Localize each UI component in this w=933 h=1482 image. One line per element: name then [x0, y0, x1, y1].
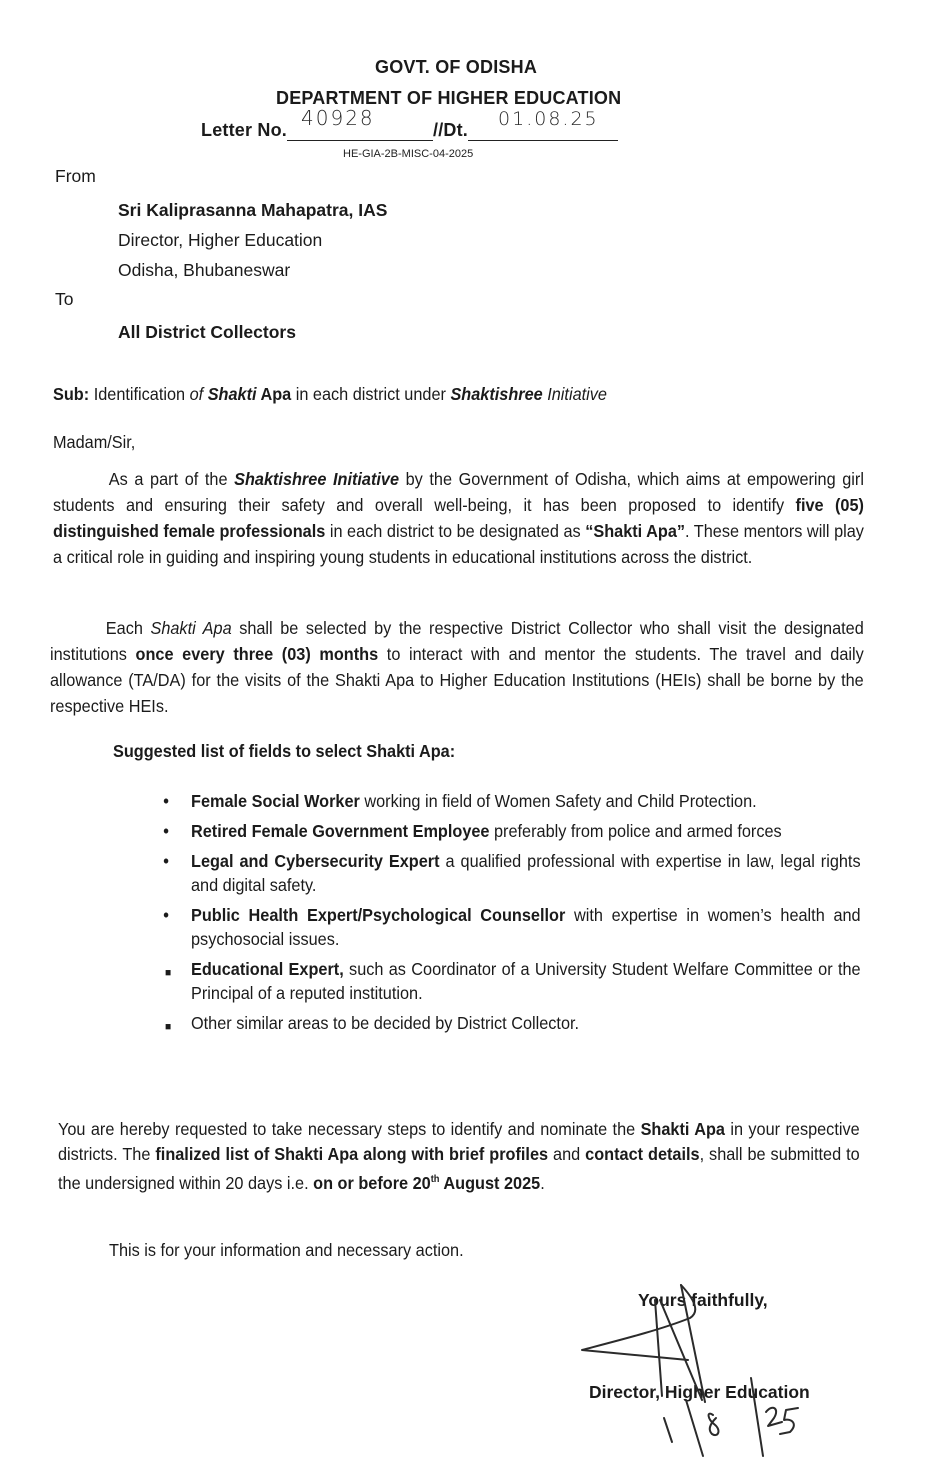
text: contact details	[585, 1144, 700, 1164]
text: , shall be submitted to the undersigned within 20 days i.e.	[58, 1144, 860, 1193]
text: shall be selected by the respective District Collector who shall visit the designated institutions	[50, 618, 864, 664]
field-title: Legal and Cybersecurity Expert	[191, 851, 440, 871]
text: and	[548, 1144, 586, 1164]
text: on or before 20	[313, 1172, 431, 1193]
body-paragraph-2	[50, 615, 864, 719]
text: Shaktishree Initiative	[234, 469, 400, 489]
recipient: All District Collectors	[118, 322, 296, 342]
sender-designation: Director, Higher Education	[118, 230, 323, 250]
letter-no-handwritten: 40928	[301, 106, 375, 130]
subject-text: in each district under	[291, 384, 451, 404]
text: finalized list of Shakti Apa along with brief profiles	[155, 1144, 549, 1164]
subject-line	[53, 382, 607, 406]
department-heading: DEPARTMENT OF HIGHER EDUCATION	[276, 88, 622, 108]
text: five (05) distinguished female professionals	[53, 495, 864, 541]
text: once every three (03) months	[135, 644, 379, 664]
subject-text: Identification	[89, 384, 190, 404]
date-label: //Dt.	[433, 120, 469, 140]
subject-text: of	[189, 384, 208, 404]
date-field	[468, 108, 618, 141]
date-handwritten: 01.08.25	[498, 108, 599, 130]
field-description: such as Coordinator of a University Student Welfare Committee or the Principal of a reputed institution.	[191, 959, 861, 1003]
field-description: working in field of Women Safety and Child Protection.	[359, 791, 757, 811]
to-label: To	[55, 289, 74, 309]
bullet-icon: •	[163, 821, 169, 841]
square-bullet-icon: ■	[164, 967, 172, 979]
file-reference: HE-GIA-2B-MISC-04-2025	[343, 148, 474, 160]
field-title: Retired Female Government Employee	[191, 821, 490, 841]
salutation: Madam/Sir,	[53, 432, 136, 452]
bullet-icon: •	[163, 791, 169, 811]
from-label: From	[55, 166, 96, 186]
subject-label: Sub:	[53, 384, 90, 404]
field-description: Other similar areas to be decided by District Collector.	[191, 1013, 580, 1033]
list-item	[163, 789, 861, 813]
text: Each	[105, 618, 151, 638]
field-description: a qualified professional with expertise in law, legal rights and digital safety.	[191, 851, 861, 895]
text: .	[540, 1172, 545, 1193]
govt-heading: GOVT. OF ODISHA	[375, 57, 538, 77]
subject-text: Apa	[256, 384, 292, 404]
field-description: with expertise in women’s health and psychosocial issues.	[191, 905, 861, 949]
text: by the Government of Odisha, which aims at empowering girl students and ensuring their safety and overall well-being, it has been proposed to identify	[53, 469, 864, 515]
fields-list	[163, 789, 861, 1041]
square-bullet-icon: ■	[164, 1021, 172, 1033]
list-item	[163, 903, 861, 951]
body-paragraph-3	[58, 1117, 860, 1196]
text: in each district to be designated as	[325, 521, 586, 541]
list-item	[163, 849, 861, 897]
letter-no-field	[287, 106, 433, 141]
subject-text: Shaktishree	[450, 384, 543, 404]
closing-line: This is for your information and necessary action.	[109, 1240, 464, 1260]
signatory-designation: Director, Higher Education	[589, 1382, 810, 1402]
list-item	[163, 819, 861, 843]
text: You are hereby requested to take necessary steps to identify and nominate the	[58, 1119, 641, 1139]
text: to interact with and mentor the students. The travel and daily allowance (TA/DA) for the visits of the Shakti Apa to Higher Education Institutions (HEIs) shall be borne by the respective HEIs.	[50, 644, 864, 716]
list-item	[164, 957, 861, 1005]
field-title: Educational Expert,	[191, 959, 344, 979]
body-paragraph-1	[53, 466, 864, 570]
field-description: preferably from police and armed forces	[489, 821, 782, 841]
list-item	[164, 1011, 861, 1035]
text: As a part of the	[108, 469, 235, 489]
field-title: Public Health Expert/Psychological Counsellor	[191, 905, 566, 925]
sender-name: Sri Kaliprasanna Mahapatra, IAS	[118, 200, 388, 220]
bullet-icon: •	[163, 851, 169, 871]
bullet-icon: •	[163, 905, 169, 925]
field-title: Female Social Worker	[191, 791, 360, 811]
text: August 2025	[439, 1172, 541, 1193]
subject-text: Initiative	[542, 384, 607, 404]
text: Shakti Apa	[150, 618, 232, 638]
valediction: Yours faithfully,	[638, 1290, 768, 1310]
text: th	[430, 1174, 440, 1185]
text: . These mentors will play a critical role in guiding and inspiring young students in educational institutions across the district.	[53, 521, 864, 567]
subject-text: Shakti	[207, 384, 257, 404]
sender-location: Odisha, Bhubaneswar	[118, 260, 291, 280]
text: “Shakti Apa”	[585, 521, 686, 541]
fields-heading: Suggested list of fields to select Shakti Apa:	[113, 741, 456, 761]
text: in your respective districts. The	[58, 1119, 860, 1164]
letter-no-label: Letter No.	[201, 120, 288, 140]
letter-number-line	[201, 106, 618, 141]
text: Shakti Apa	[640, 1119, 725, 1139]
